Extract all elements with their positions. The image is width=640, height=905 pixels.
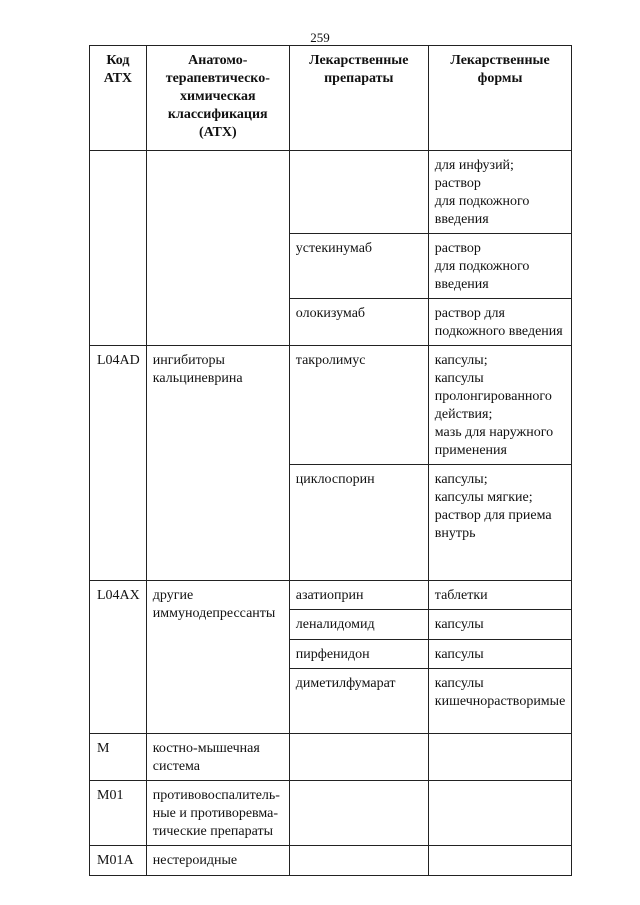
header-row <box>90 46 572 151</box>
header-classification: Анатомо- терапевтическо- химическая классификация (АТХ) <box>146 46 289 151</box>
drug-cell-empty <box>289 781 428 846</box>
table-row <box>90 846 572 876</box>
drug-cell-empty <box>289 151 428 234</box>
page-number: 259 <box>310 30 330 45</box>
table-row <box>90 581 572 610</box>
table-row <box>90 346 572 465</box>
form-cell: капсулы; капсулы мягкие; раствор для приема внутрь <box>428 465 572 581</box>
drug-cell: устекинумаб <box>289 234 428 299</box>
form-cell: раствор для подкожного введения <box>428 299 572 346</box>
code-cell: M <box>90 734 147 781</box>
form-cell-empty <box>428 734 572 781</box>
form-cell: раствор для подкожного введения <box>428 234 572 299</box>
drug-cell: азатиоприн <box>289 581 428 610</box>
classification-cell: костно-мышечная система <box>146 734 289 781</box>
header-forms: Лекарственные формы <box>428 46 572 151</box>
form-cell: капсулы; капсулы пролонгированного действия; мазь для наружного применения <box>428 346 572 465</box>
classification-cell: нестероидные <box>146 846 289 876</box>
classification-cell: ингибиторы кальциневрина <box>146 346 289 581</box>
form-cell-empty <box>428 846 572 876</box>
table-row <box>90 151 572 234</box>
form-cell: капсулы кишечнорастворимые <box>428 669 572 734</box>
classification-cell-empty <box>146 151 289 346</box>
code-cell: L04AX <box>90 581 147 734</box>
form-cell-empty <box>428 781 572 846</box>
drug-cell-empty <box>289 846 428 876</box>
code-cell-empty <box>90 151 147 346</box>
classification-cell: другие иммунодепрессанты <box>146 581 289 734</box>
drug-cell-empty <box>289 734 428 781</box>
table-row <box>90 781 572 846</box>
form-cell: таблетки <box>428 581 572 610</box>
form-cell: для инфузий; раствор для подкожного введения <box>428 151 572 234</box>
drug-cell: такролимус <box>289 346 428 465</box>
code-cell: M01 <box>90 781 147 846</box>
code-cell: M01A <box>90 846 147 876</box>
drug-cell: олокизумаб <box>289 299 428 346</box>
table-row <box>90 734 572 781</box>
drug-cell: циклоспорин <box>289 465 428 581</box>
drug-cell: диметилфумарат <box>289 669 428 734</box>
header-drugs: Лекарственные препараты <box>289 46 428 151</box>
header-code: Код АТХ <box>90 46 147 151</box>
drug-table <box>89 45 572 876</box>
drug-cell: пирфенидон <box>289 640 428 669</box>
drug-cell: леналидомид <box>289 610 428 640</box>
form-cell: капсулы <box>428 640 572 669</box>
form-cell: капсулы <box>428 610 572 640</box>
code-cell: L04AD <box>90 346 147 581</box>
classification-cell: противовоспалитель- ные и противоревма- тические препараты <box>146 781 289 846</box>
